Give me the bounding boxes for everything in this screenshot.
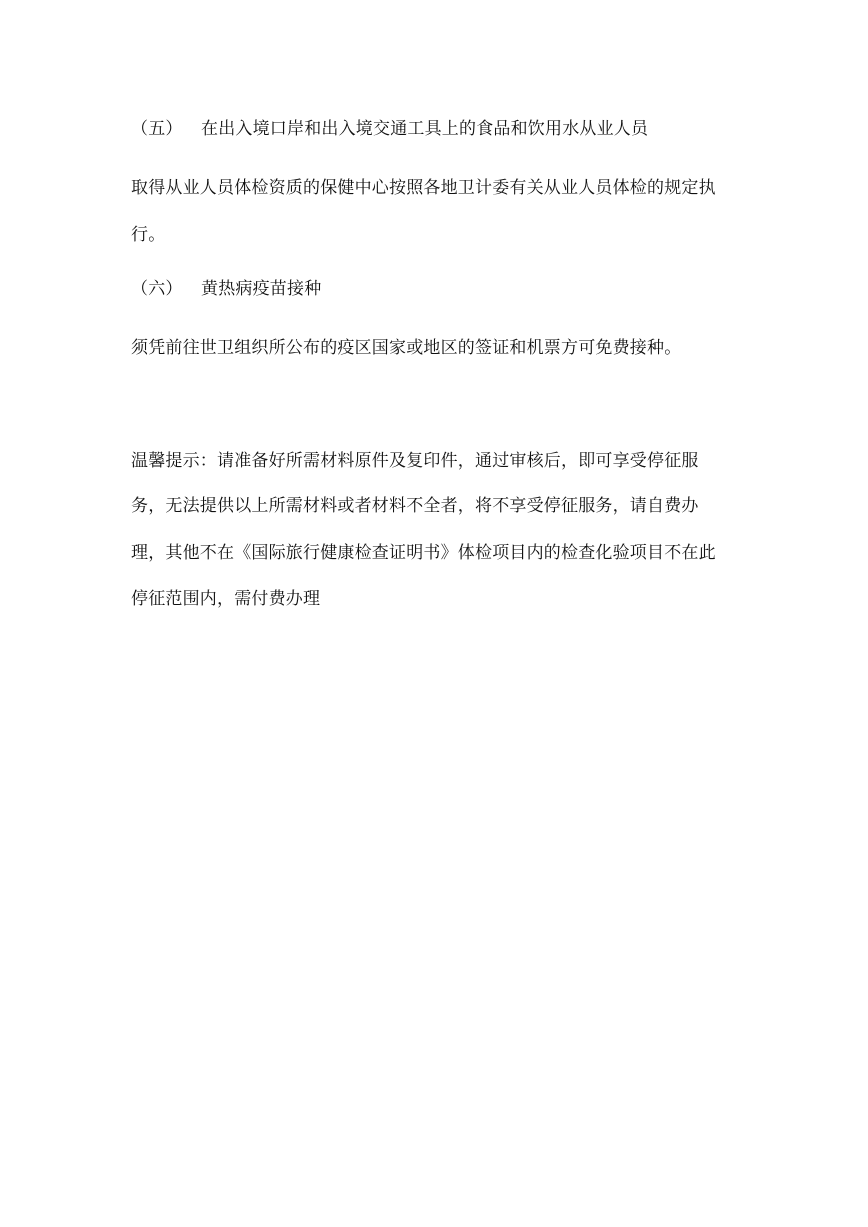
section-heading-5	[131, 117, 648, 141]
section-body-line: 须凭前往世卫组织所公布的疫区国家或地区的签证和机票方可免费接种。	[131, 338, 682, 358]
section-title: 在出入境口岸和出入境交通工具上的食品和饮用水从业人员	[201, 119, 649, 139]
reminder-line: 停征范围内，需付费办理	[131, 589, 321, 609]
section-number: （六）	[131, 279, 183, 299]
reminder-line: 务，无法提供以上所需材料或者材料不全者，将不享受停征服务，请自费办	[131, 496, 699, 516]
section-heading-6	[131, 277, 321, 301]
reminder-line: 温馨提示：请准备好所需材料原件及复印件，通过审核后，即可享受停征服	[131, 451, 699, 471]
section-body-line: 取得从业人员体检资质的保健中心按照各地卫计委有关从业人员体检的规定执	[131, 178, 716, 198]
section-number: （五）	[131, 119, 183, 139]
section-title: 黄热病疫苗接种	[201, 279, 322, 299]
reminder-line: 理，其他不在《国际旅行健康检查证明书》体检项目内的检查化验项目不在此	[131, 543, 716, 563]
section-body-line: 行。	[131, 225, 166, 245]
